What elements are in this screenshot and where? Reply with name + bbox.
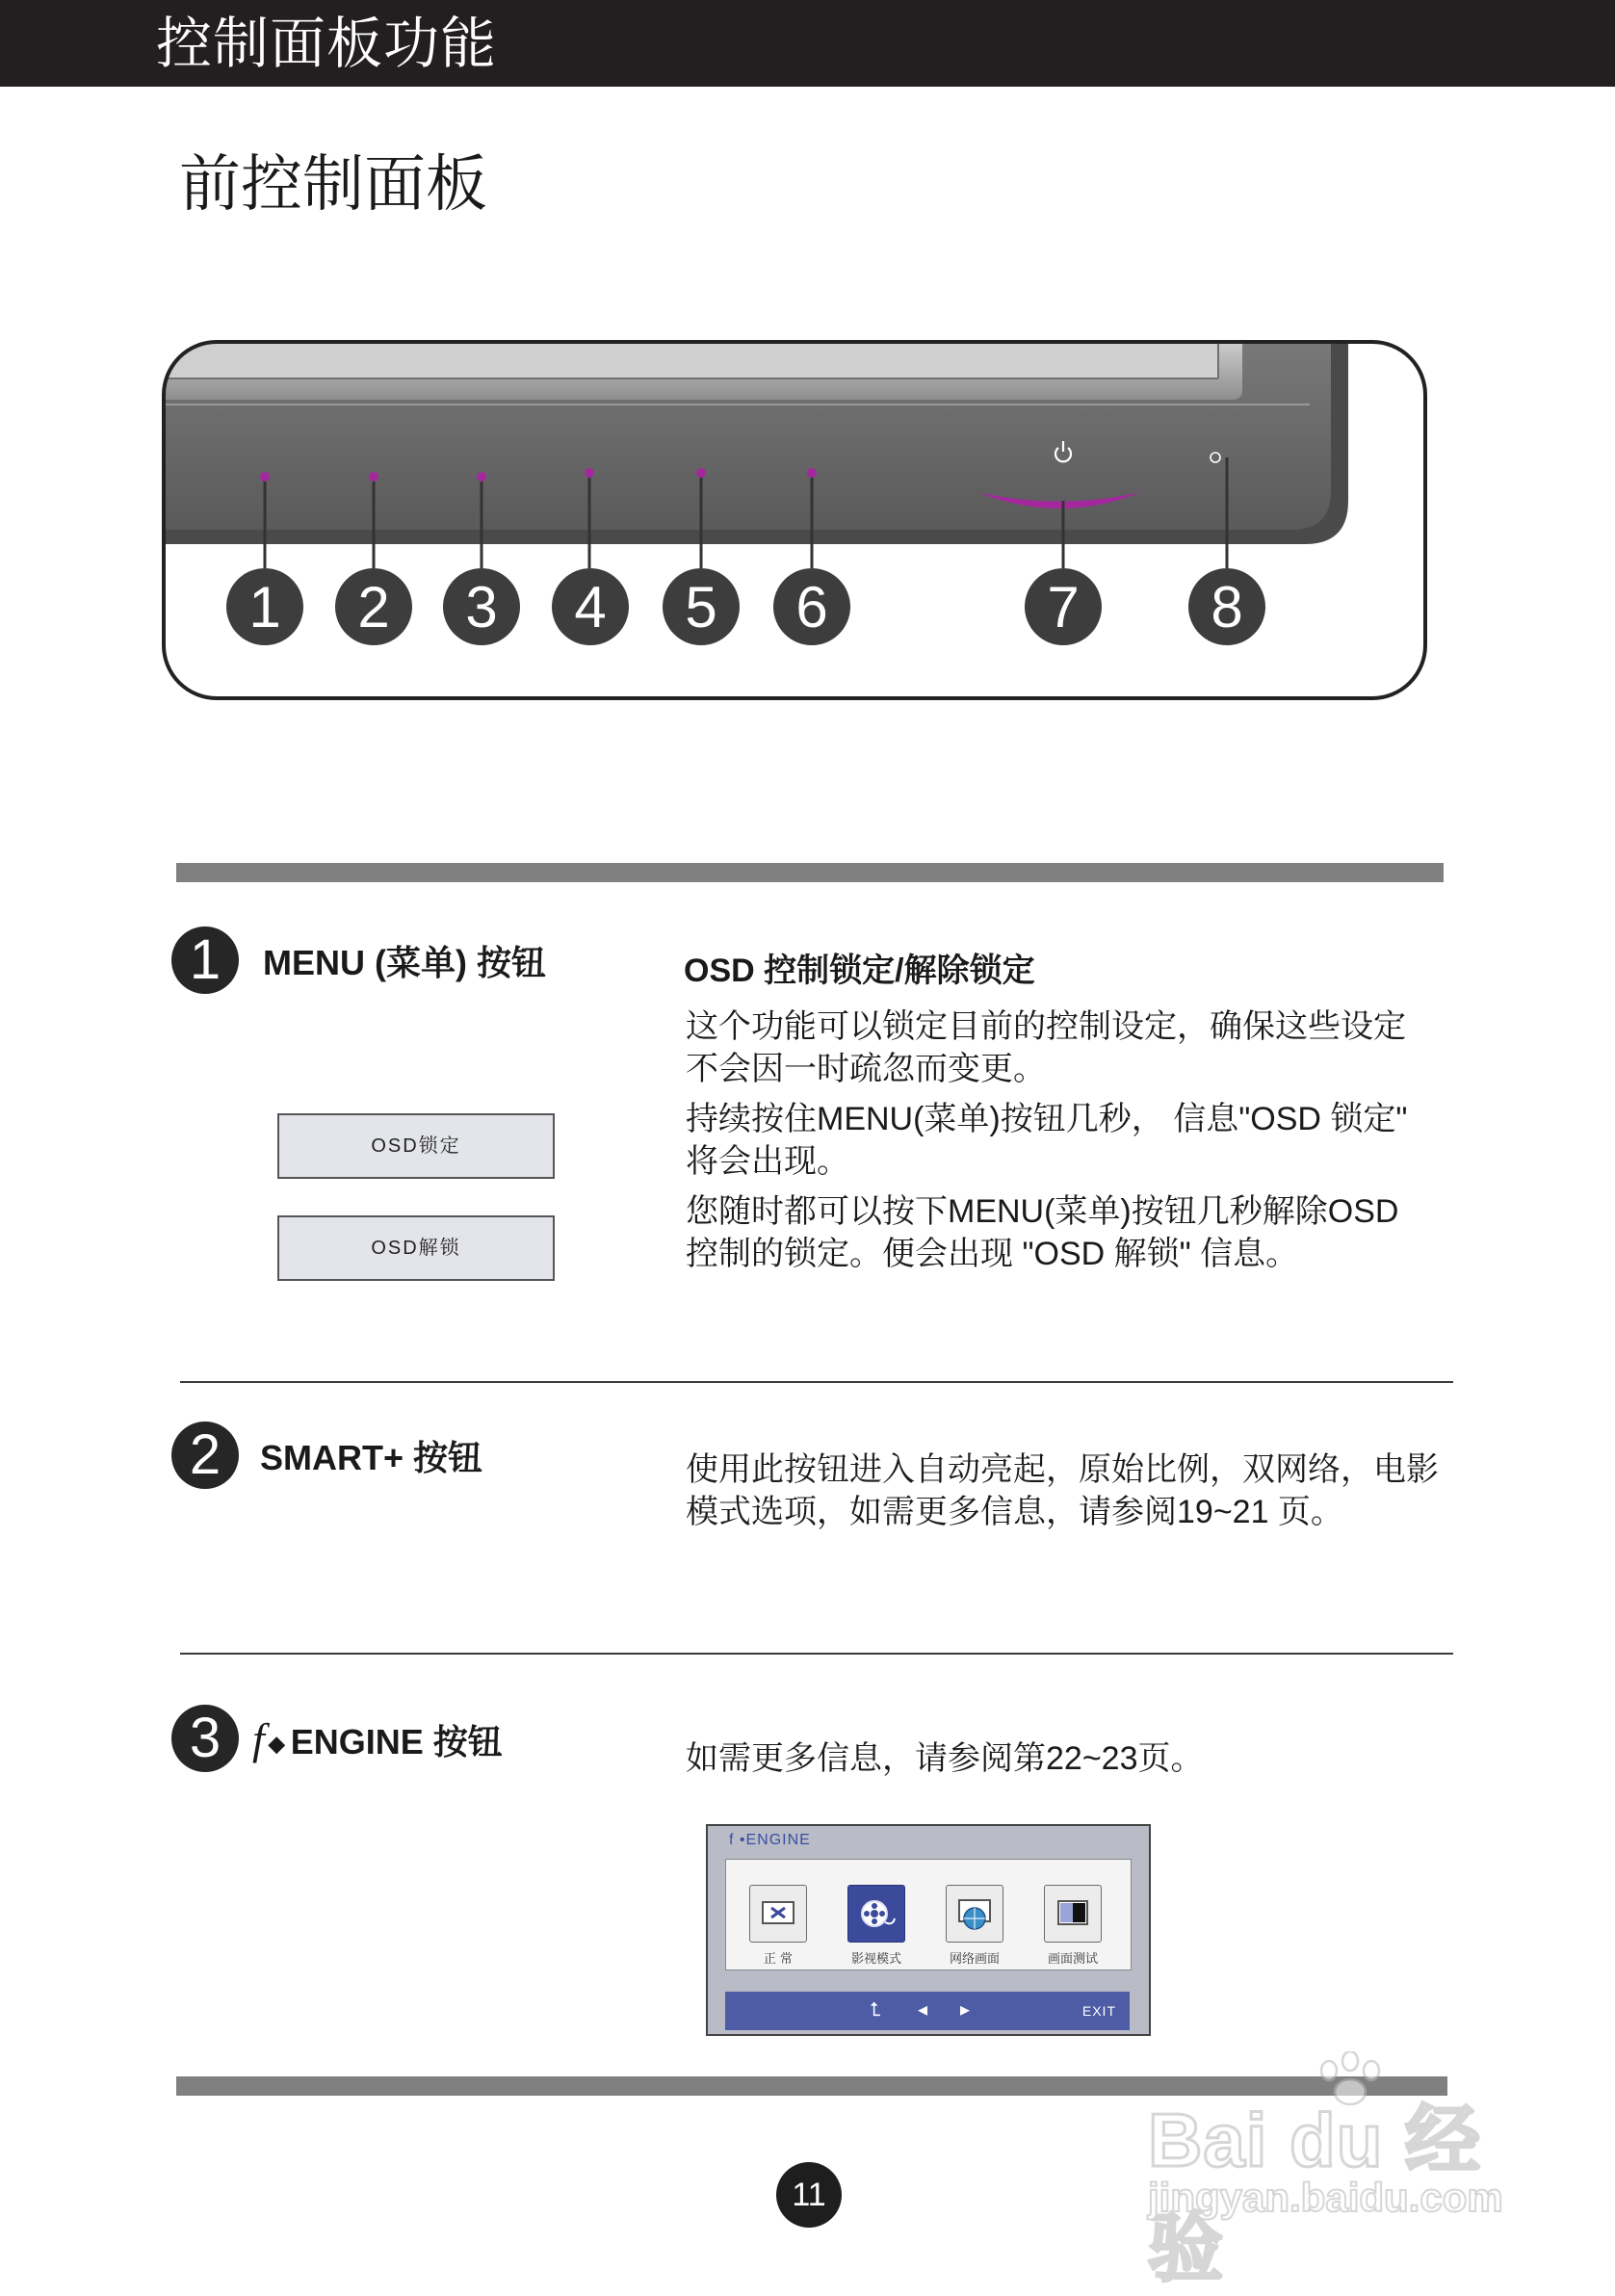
callout-1-label: 1: [248, 575, 281, 639]
item-3-description: [686, 1737, 1204, 1780]
item-2-title: SMART+ 按钮: [260, 1438, 483, 1477]
mode-movie-icon: [847, 1885, 905, 1943]
front-panel-diagram: [154, 332, 1435, 708]
left-arrow-icon: ◂: [918, 1997, 928, 2021]
callout-5-label: 5: [685, 575, 717, 639]
desc-line: 模式选项，如需更多信息，请参阅19~21 页。: [686, 1494, 1343, 1530]
mode-label: 影视模式: [850, 1952, 901, 1967]
callout-3-label: 3: [465, 575, 498, 639]
item-1-description: [686, 1005, 1407, 1275]
callout-2-label: 2: [357, 575, 390, 639]
up-arrow-icon: ⮤: [870, 1997, 881, 2021]
fengine-osd-screenshot: [706, 1824, 1151, 2036]
osd-locked-message: OSD锁定: [277, 1113, 555, 1179]
fengine-nav-bar: [725, 1992, 1130, 2030]
desc-line: 控制的锁定。便会出现 "OSD 解锁" 信息。: [686, 1236, 1299, 1272]
section-title: 前控制面板: [179, 149, 487, 221]
right-arrow-icon: ▸: [960, 1997, 971, 2021]
item-divider: [180, 1381, 1453, 1383]
desc-line: 持续按住MENU(菜单)按钮几秒， 信息"OSD 锁定": [686, 1101, 1408, 1137]
item-divider: [180, 1653, 1453, 1655]
watermark-brand: Bai du 经验: [1148, 2098, 1482, 2290]
callout-6-label: 6: [795, 575, 828, 639]
bullet-icon: ◆: [268, 1732, 285, 1757]
item-3-title-text: ENGINE 按钮: [290, 1722, 503, 1761]
mode-label: 正 常: [763, 1952, 794, 1967]
item-2-description: [686, 1448, 1439, 1533]
desc-line: 您随时都可以按下MENU(菜单)按钮几秒解除OSD: [686, 1193, 1399, 1230]
exit-label: EXIT: [1081, 2003, 1116, 2019]
mode-label: 网络画面: [949, 1952, 1000, 1967]
callout-4-label: 4: [574, 575, 607, 639]
page-number: 11: [776, 2162, 842, 2228]
item-1-desc-heading: OSD 控制锁定/解除锁定: [684, 952, 1035, 989]
item-3-number-badge: 3: [171, 1705, 239, 1772]
callout-7-label: 7: [1047, 575, 1080, 639]
desc-line: 不会因一时疏忽而变更。: [686, 1051, 1046, 1087]
item-3-title: [252, 1714, 503, 1765]
header-title: 控制面板功能: [156, 11, 498, 76]
callout-8-label: 8: [1211, 575, 1243, 639]
baidu-watermark: [1148, 2051, 1533, 2290]
watermark-url: jingyan.baidu.com: [1148, 2175, 1503, 2220]
desc-line: 这个功能可以锁定目前的控制设定，确保这些设定: [686, 1008, 1406, 1045]
mode-label: 画面测试: [1047, 1952, 1098, 1967]
section-divider-top: [176, 863, 1444, 882]
item-2-number-badge: 2: [171, 1422, 239, 1489]
desc-line: 使用此按钮进入自动亮起，原始比例，双网络，电影: [686, 1451, 1439, 1488]
mode-internet-icon: [946, 1885, 1003, 1943]
mode-normal-icon: [749, 1885, 807, 1943]
header-bar: [0, 0, 1615, 87]
item-1-title: MENU (菜单) 按钮: [263, 943, 546, 982]
fengine-mode-panel: [725, 1859, 1132, 1970]
osd-unlocked-message: OSD解锁: [277, 1215, 555, 1281]
desc-line: 将会出现。: [686, 1143, 849, 1180]
desc-line: 如需更多信息，请参阅第22~23页。: [686, 1740, 1204, 1777]
item-1-number-badge: 1: [171, 926, 239, 994]
fengine-brand: f •ENGINE: [729, 1832, 811, 1848]
f-engine-logo-f: f: [252, 1714, 265, 1763]
mode-test-icon: [1044, 1885, 1102, 1943]
